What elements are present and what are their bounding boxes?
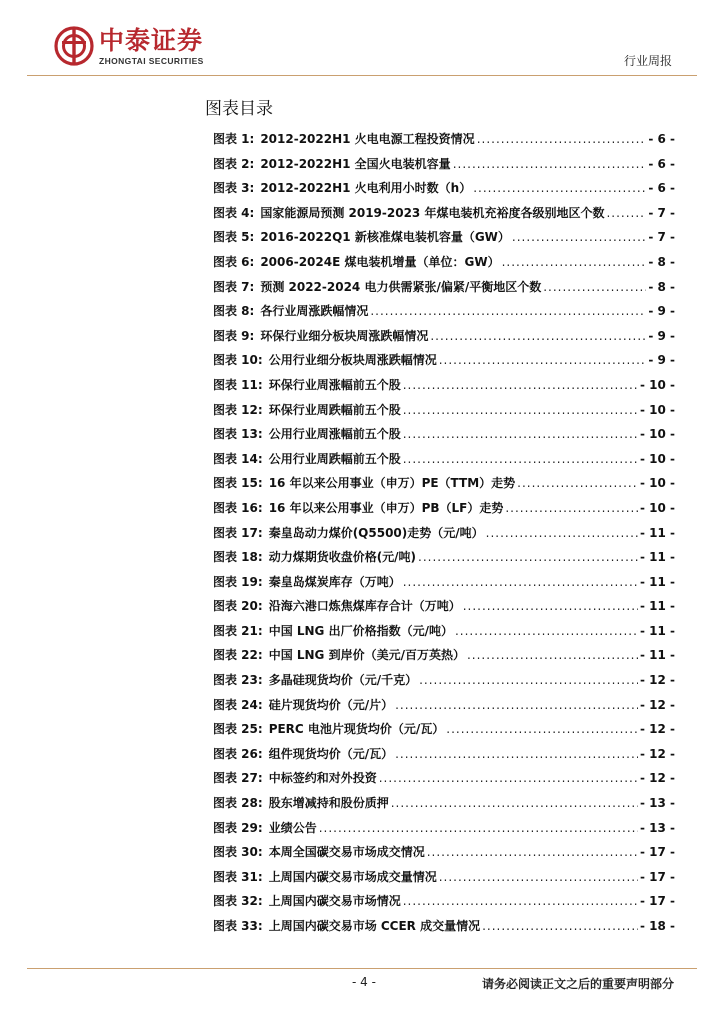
toc-entry[interactable] [213,548,675,573]
toc-entry-title: 上周国内碳交易市场成交量情况 [268,869,437,884]
toc-leader-dots [477,132,647,146]
toc-leader-dots [505,501,638,515]
toc-entry-label: 图表 2: [213,156,255,171]
toc-leader-dots [403,378,638,392]
toc-leader-dots [395,698,638,712]
toc-leader-dots [473,181,646,195]
toc-entry-page: - 10 - [639,476,675,491]
toc-entry-page: - 17 - [639,869,675,884]
toc-entry-title: 硅片现货均价（元/片） [268,697,394,712]
toc-entry-title: 2006-2024E 煤电装机增量（单位：GW） [260,254,500,269]
header-divider [27,75,697,76]
toc-leader-dots [543,280,646,294]
toc-leader-dots [486,526,638,540]
toc-entry-page: - 11 - [639,599,675,614]
toc-entry-label: 图表 31: [213,869,263,884]
toc-entry[interactable] [213,204,675,229]
toc-entry-page: - 10 - [639,377,675,392]
toc-entry-label: 图表 26: [213,746,263,761]
toc-entry-label: 图表 12: [213,402,263,417]
toc-entry-label: 图表 21: [213,623,263,638]
toc-entry[interactable] [213,401,675,426]
toc-entry-title: 组件现货均价（元/瓦） [268,746,394,761]
toc-leader-dots [512,230,646,244]
toc-entry-label: 图表 5: [213,230,255,245]
toc-entry-label: 图表 33: [213,919,263,933]
toc-entry-label: 图表 7: [213,279,255,294]
toc-entry-title: 2012-2022H1 全国火电装机容量 [260,156,451,171]
toc-entry[interactable] [213,671,675,696]
toc-leader-dots [403,452,638,466]
toc-entry-page: - 18 - [639,919,675,933]
toc-entry-label: 图表 27: [213,771,263,786]
toc-leader-dots [430,329,646,343]
toc-entry-label: 图表 16: [213,500,263,515]
toc-entry-title: 中标签约和对外投资 [268,771,377,786]
toc-entry-title: 业绩公告 [268,820,317,835]
toc-entry[interactable] [213,868,675,893]
toc-leader-dots [439,870,638,884]
toc-entry[interactable] [213,351,675,376]
toc-entry-title: 环保行业周跌幅前五个股 [268,402,401,417]
toc-entry-page: - 6 - [648,181,675,196]
toc-leader-dots [395,747,638,761]
toc-entry-label: 图表 23: [213,673,263,688]
toc-entry-label: 图表 29: [213,820,263,835]
toc-leader-dots [502,255,647,269]
toc-entry-title: 股东增减持和股份质押 [268,796,389,811]
toc-entry-title: 秦皇岛动力煤价(Q5500)走势（元/吨） [268,525,484,540]
toc-entry[interactable] [213,130,675,155]
toc-entry[interactable] [213,597,675,622]
logo-english-name: ZHONGTAI SECURITIES [99,56,204,66]
toc-leader-dots [319,821,638,835]
footer-disclaimer: 请务必阅读正文之后的重要声明部分 [481,977,674,991]
toc-leader-dots [446,722,638,736]
toc-entry-title: 2012-2022H1 火电利用小时数（h） [260,181,472,196]
toc-entry-title: 16 年以来公用事业（申万）PB（LF）走势 [268,500,504,515]
toc-entry-label: 图表 25: [213,722,263,737]
toc-entry-page: - 12 - [639,673,675,688]
toc-entry-page: - 9 - [648,304,675,319]
toc-leader-dots [439,353,647,367]
toc-entry-page: - 11 - [639,623,675,638]
company-logo [54,26,244,72]
toc-entry[interactable] [213,474,675,499]
toc-entry-label: 图表 18: [213,550,263,565]
toc-entry-label: 图表 14: [213,451,263,466]
toc-entry[interactable] [213,794,675,819]
toc-list [213,130,675,942]
toc-entry-label: 图表 15: [213,476,263,491]
toc-entry-title: 沿海六港口炼焦煤库存合计（万吨） [268,599,461,614]
toc-entry[interactable] [213,622,675,647]
toc-entry-page: - 11 - [639,574,675,589]
toc-entry-title: 国家能源局预测 2019-2023 年煤电装机充裕度各级别地区个数 [260,205,605,220]
toc-entry-title: 环保行业周涨幅前五个股 [268,377,401,392]
toc-entry-label: 图表 11: [213,377,263,392]
toc-entry-title: PERC 电池片现货均价（元/瓦） [268,722,445,737]
toc-entry-page: - 7 - [648,205,675,220]
toc-entry-title: 2016-2022Q1 新核准煤电装机容量（GW） [260,230,510,245]
toc-entry-page: - 11 - [639,550,675,565]
toc-entry-page: - 10 - [639,402,675,417]
toc-entry[interactable] [213,425,675,450]
toc-entry-title: 中国 LNG 到岸价（美元/百万英热） [268,648,465,663]
toc-entry-label: 图表 13: [213,427,263,442]
toc-leader-dots [517,476,638,490]
toc-entry-title: 中国 LNG 出厂价格指数（元/吨） [268,623,453,638]
toc-entry-page: - 11 - [639,525,675,540]
toc-entry[interactable] [213,376,675,401]
toc-entry[interactable] [213,499,675,524]
toc-entry[interactable] [213,179,675,204]
toc-entry-page: - 7 - [648,230,675,245]
toc-entry-label: 图表 6: [213,254,255,269]
toc-leader-dots [403,575,638,589]
toc-entry-title: 公用行业周涨幅前五个股 [268,427,401,442]
toc-title: 图表目录 [205,99,273,119]
toc-entry-page: - 9 - [648,328,675,343]
zhongtai-logo-icon [54,26,94,66]
toc-leader-dots [453,157,647,171]
footer-divider [27,968,697,969]
toc-entry[interactable] [213,769,675,794]
toc-entry-page: - 6 - [648,156,675,171]
toc-entry-title: 公用行业细分板块周涨跌幅情况 [268,353,437,368]
toc-entry-label: 图表 32: [213,894,263,909]
logo-chinese-name: 中泰证券 [99,26,204,55]
toc-entry-label: 图表 28: [213,796,263,811]
toc-entry-label: 图表 8: [213,304,255,319]
toc-entry-page: - 8 - [648,254,675,269]
toc-entry-title: 秦皇岛煤炭库存（万吨） [268,574,401,589]
toc-entry-label: 图表 4: [213,205,255,220]
toc-entry-label: 图表 3: [213,181,255,196]
toc-entry-page: - 9 - [648,353,675,368]
toc-entry-title: 预测 2022-2024 电力供需紧张/偏紧/平衡地区个数 [260,279,542,294]
toc-entry[interactable] [213,450,675,475]
toc-entry-label: 图表 24: [213,697,263,712]
toc-entry[interactable] [213,327,675,352]
toc-entry-label: 图表 30: [213,845,263,860]
toc-entry-title: 上周国内碳交易市场情况 [268,894,401,909]
toc-entry[interactable] [213,302,675,327]
toc-entry-page: - 11 - [639,648,675,663]
toc-leader-dots [419,673,638,687]
toc-entry-label: 图表 9: [213,328,255,343]
toc-entry-label: 图表 19: [213,574,263,589]
toc-entry-page: - 17 - [639,845,675,860]
toc-entry-title: 2012-2022H1 火电电源工程投资情况 [260,132,475,146]
toc-leader-dots [467,648,638,662]
toc-entry[interactable] [213,524,675,549]
toc-leader-dots [482,919,638,933]
toc-leader-dots [606,206,646,220]
toc-leader-dots [455,624,638,638]
toc-entry[interactable] [213,745,675,770]
page-number: - 4 - [352,975,376,989]
toc-leader-dots [391,796,638,810]
toc-leader-dots [403,894,638,908]
toc-leader-dots [463,599,638,613]
toc-entry-page: - 10 - [639,500,675,515]
toc-entry[interactable] [213,228,675,253]
toc-entry-title: 上周国内碳交易市场 CCER 成交量情况 [268,919,481,933]
toc-entry-label: 图表 22: [213,648,263,663]
toc-leader-dots [427,845,638,859]
toc-entry-title: 环保行业细分板块周涨跌幅情况 [260,328,429,343]
toc-entry-label: 图表 1: [213,132,255,146]
toc-entry-page: - 12 - [639,746,675,761]
page-header [0,0,724,80]
toc-entry[interactable] [213,720,675,745]
toc-entry-label: 图表 17: [213,525,263,540]
toc-leader-dots [379,771,638,785]
toc-entry-title: 各行业周涨跌幅情况 [260,304,369,319]
toc-entry[interactable] [213,892,675,917]
toc-entry-page: - 6 - [648,132,675,146]
toc-entry-page: - 10 - [639,427,675,442]
toc-entry-title: 本周全国碳交易市场成交情况 [268,845,425,860]
toc-leader-dots [403,403,638,417]
toc-entry-page: - 17 - [639,894,675,909]
toc-entry[interactable] [213,696,675,721]
toc-entry[interactable] [213,155,675,180]
toc-entry-page: - 10 - [639,451,675,466]
toc-entry-page: - 13 - [639,796,675,811]
toc-entry-page: - 12 - [639,771,675,786]
toc-entry[interactable] [213,917,675,942]
report-type-label: 行业周报 [623,54,672,68]
toc-entry[interactable] [213,253,675,278]
toc-entry-label: 图表 10: [213,353,263,368]
toc-entry-label: 图表 20: [213,599,263,614]
toc-entry[interactable] [213,573,675,598]
toc-entry-title: 公用行业周跌幅前五个股 [268,451,401,466]
toc-entry[interactable] [213,278,675,303]
toc-entry[interactable] [213,819,675,844]
toc-entry[interactable] [213,843,675,868]
toc-entry-page: - 8 - [648,279,675,294]
toc-entry-page: - 12 - [639,722,675,737]
toc-entry-title: 16 年以来公用事业（申万）PE（TTM）走势 [268,476,516,491]
toc-leader-dots [403,427,638,441]
toc-entry-page: - 12 - [639,697,675,712]
toc-leader-dots [370,304,646,318]
toc-entry[interactable] [213,646,675,671]
toc-entry-title: 动力煤期货收盘价格(元/吨) [268,550,417,565]
toc-entry-title: 多晶硅现货均价（元/千克） [268,673,418,688]
toc-entry-page: - 13 - [639,820,675,835]
toc-leader-dots [418,550,638,564]
